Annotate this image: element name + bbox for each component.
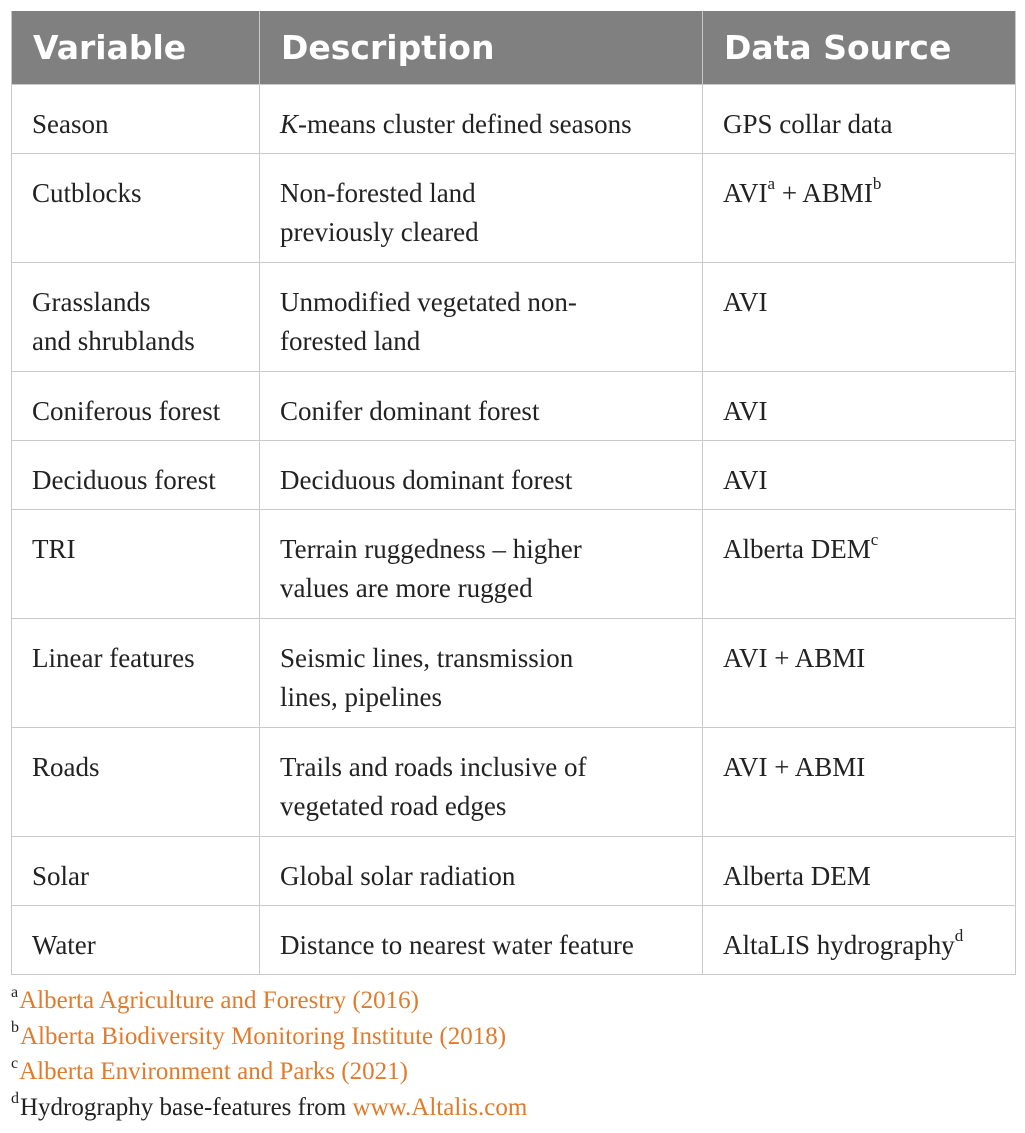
table-row <box>12 906 1016 975</box>
cell-variable: Water <box>12 906 260 975</box>
column-header-description: Description <box>260 11 703 85</box>
table-row <box>12 619 1016 728</box>
cell-source: $AVI^a$ + $ABMI^b$ <box>703 154 1016 263</box>
footnotes <box>11 983 527 1125</box>
table-row <box>12 510 1016 619</box>
footnote-marker: a <box>767 174 776 193</box>
footnote-marker: b <box>872 174 882 193</box>
footnote-marker: d <box>954 926 964 945</box>
footnote-d: $^d$Hydrography base-features from www.Altalis.com <box>11 1090 528 1121</box>
cell-source: AVI + ABMI <box>703 728 1016 837</box>
variables-table <box>11 11 1016 975</box>
cell-source: Alberta DEM <box>703 837 1016 906</box>
column-header-variable: Variable <box>12 11 260 85</box>
table-row <box>12 85 1016 154</box>
cell-description: Global solar radiation <box>260 837 703 906</box>
table-row <box>12 263 1016 372</box>
footnote-a: $^a$Alberta Agriculture and Forestry (2016) <box>11 983 419 1014</box>
cell-description: Unmodified vegetated non- forested land <box>260 263 703 372</box>
cell-description: K-means cluster defined seasons <box>260 85 703 154</box>
table-header-row <box>12 11 1016 85</box>
cell-variable: TRI <box>12 510 260 619</box>
cell-source: AVI <box>703 372 1016 441</box>
reference-link[interactable]: Alberta Agriculture and Forestry (2016) <box>19 987 419 1014</box>
cell-description: Trails and roads inclusive of vegetated road edges <box>260 728 703 837</box>
cell-description: Non-forested land previously cleared <box>260 154 703 263</box>
table-row <box>12 372 1016 441</box>
footnote-b: $^b$Alberta Biodiversity Monitoring Institute (2018) <box>11 1019 507 1050</box>
cell-description: Distance to nearest water feature <box>260 906 703 975</box>
cell-variable: Cutblocks <box>12 154 260 263</box>
cell-description: Deciduous dominant forest <box>260 441 703 510</box>
cell-source: AVI + ABMI <box>703 619 1016 728</box>
reference-link[interactable]: Alberta Biodiversity Monitoring Institute (2018) <box>20 1022 507 1050</box>
footnote-c: $^c$Alberta Environment and Parks (2021) <box>11 1054 408 1085</box>
cell-source: AVI <box>703 263 1016 372</box>
website-link[interactable]: www.Altalis.com <box>352 1093 528 1121</box>
cell-variable: Deciduous forest <box>12 441 260 510</box>
footnote-marker: c <box>870 530 879 549</box>
cell-description: Seismic lines, transmission lines, pipelines <box>260 619 703 728</box>
cell-source: GPS collar data <box>703 85 1016 154</box>
cell-source: AVI <box>703 441 1016 510</box>
variables-table-container <box>11 11 1015 975</box>
cell-variable: Coniferous forest <box>12 372 260 441</box>
table-row <box>12 837 1016 906</box>
cell-variable: Grasslands and shrublands <box>12 263 260 372</box>
cell-source: Alberta DEM$^c$ <box>703 510 1016 619</box>
table-row <box>12 441 1016 510</box>
cell-variable: Roads <box>12 728 260 837</box>
cell-description: Terrain ruggedness – higher values are more rugged <box>260 510 703 619</box>
cell-variable: Season <box>12 85 260 154</box>
cell-source: AltaLIS hydrography$^d$ <box>703 906 1016 975</box>
cell-variable: Linear features <box>12 619 260 728</box>
table-row <box>12 154 1016 263</box>
reference-link[interactable]: Alberta Environment and Parks (2021) <box>19 1058 408 1085</box>
column-header-data-source: Data Source <box>703 11 1016 85</box>
cell-description: Conifer dominant forest <box>260 372 703 441</box>
cell-variable: Solar <box>12 837 260 906</box>
table-row <box>12 728 1016 837</box>
